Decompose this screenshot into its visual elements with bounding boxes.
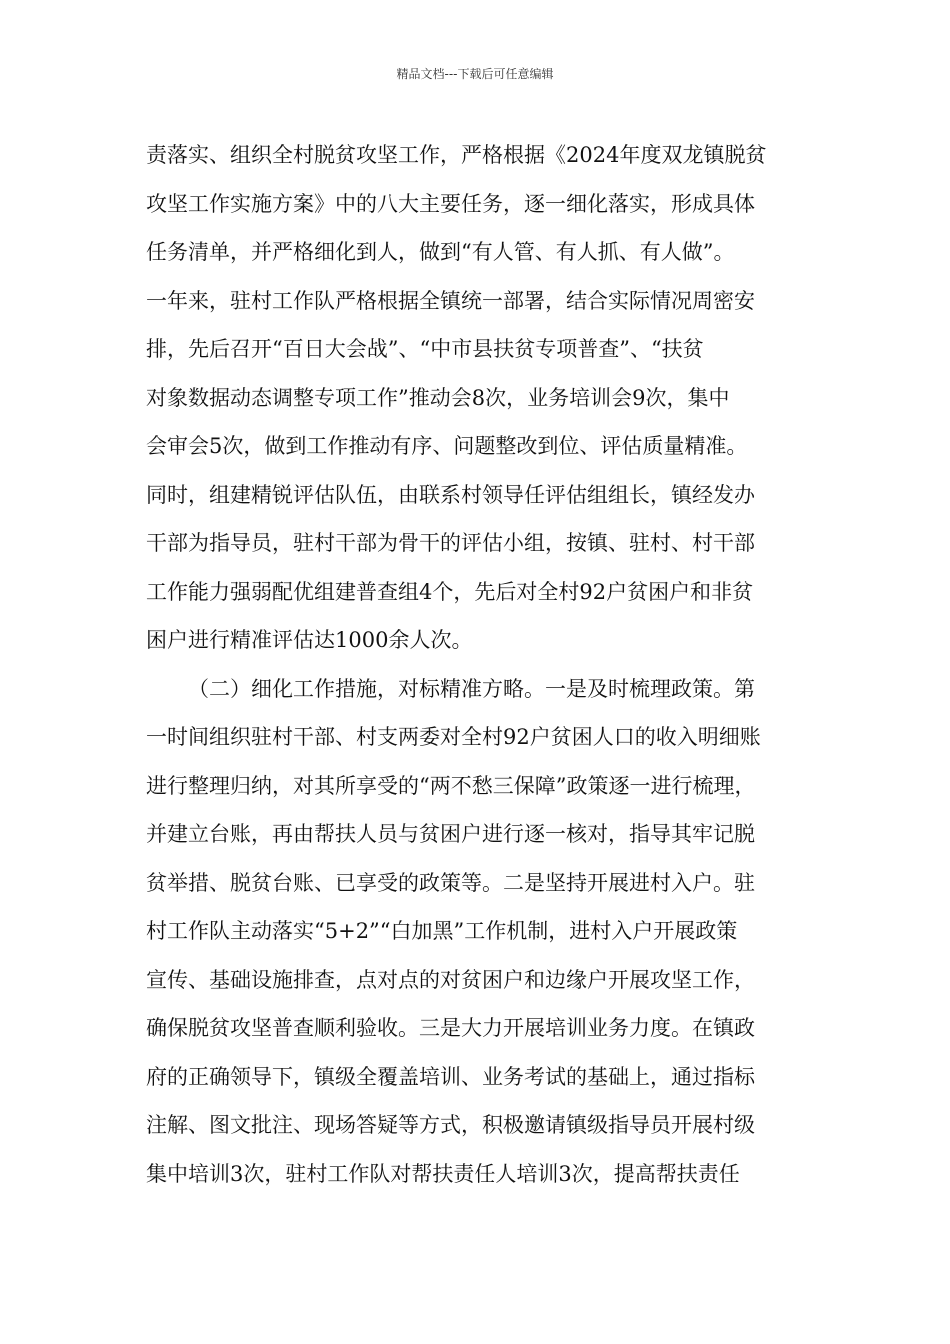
- text-line: 排，先后召开“百日大会战”、“中市县扶贫专项普查”、“扶贫: [146, 337, 704, 361]
- text-line: 一时间组织驻村干部、村支两委对全村92户贫困人口的收入明细账: [146, 725, 761, 749]
- text-line: 宣传、基础设施排查，点对点的对贫困户和边缘户开展攻坚工作，: [146, 967, 755, 992]
- text-line: 确保脱贫攻坚普查顺利验收。三是大力开展培训业务力度。在镇政: [146, 1016, 755, 1040]
- text-line: 对象数据动态调整专项工作”推动会8次，业务培训会9次，集中: [146, 385, 730, 410]
- text-line: 同时，组建精锐评估队伍，由联系村领导任评估组组长，镇经发办: [146, 482, 755, 507]
- text-line: 集中培训3次，驻村工作队对帮扶责任人培训3次，提高帮扶责任: [146, 1161, 740, 1186]
- text-line: 注解、图文批注、现场答疑等方式，积极邀请镇级指导员开展村级: [146, 1113, 755, 1137]
- text-line: 一年来，驻村工作队严格根据全镇统一部署，结合实际情况周密安: [146, 288, 755, 313]
- text-line: 困户进行精准评估达1000余人次。: [146, 628, 473, 652]
- text-line: 并建立台账，再由帮扶人员与贫困户进行逐一核对，指导其牢记脱: [146, 822, 755, 846]
- text-line: 村工作队主动落实“5+2”“白加黑”工作机制，进村入户开展政策: [146, 919, 738, 943]
- text-line: 责落实、组织全村脱贫攻坚工作，严格根据《2024年度双龙镇脱贫: [146, 143, 767, 167]
- body-text: [146, 131, 806, 1198]
- paragraph-start-line: （二）细化工作措施，对标精准方略。一是及时梳理政策。第: [188, 676, 755, 701]
- text-line: 干部为指导员，驻村干部为骨干的评估小组，按镇、驻村、村干部: [146, 531, 755, 555]
- text-line: 贫举措、脱贫台账、已享受的政策等。二是坚持开展进村入户。驻: [146, 870, 755, 895]
- text-line: 攻坚工作实施方案》中的八大主要任务，逐一细化落实，形成具体: [146, 191, 755, 216]
- text-line: 会审会5次，做到工作推动有序、问题整改到位、评估质量精准。: [146, 434, 748, 458]
- text-line: 任务清单，并严格细化到人，做到“有人管、有人抓、有人做”。: [146, 240, 735, 264]
- text-line: 工作能力强弱配优组建普查组4个，先后对全村92户贫困户和非贫: [146, 579, 754, 604]
- page-header: 精品文档---下载后可任意编辑: [396, 67, 554, 81]
- text-line: 进行整理归纳，对其所享受的“两不愁三保障”政策逐一进行梳理，: [146, 773, 756, 798]
- text-line: 府的正确领导下，镇级全覆盖培训、业务考试的基础上，通过指标: [146, 1064, 755, 1089]
